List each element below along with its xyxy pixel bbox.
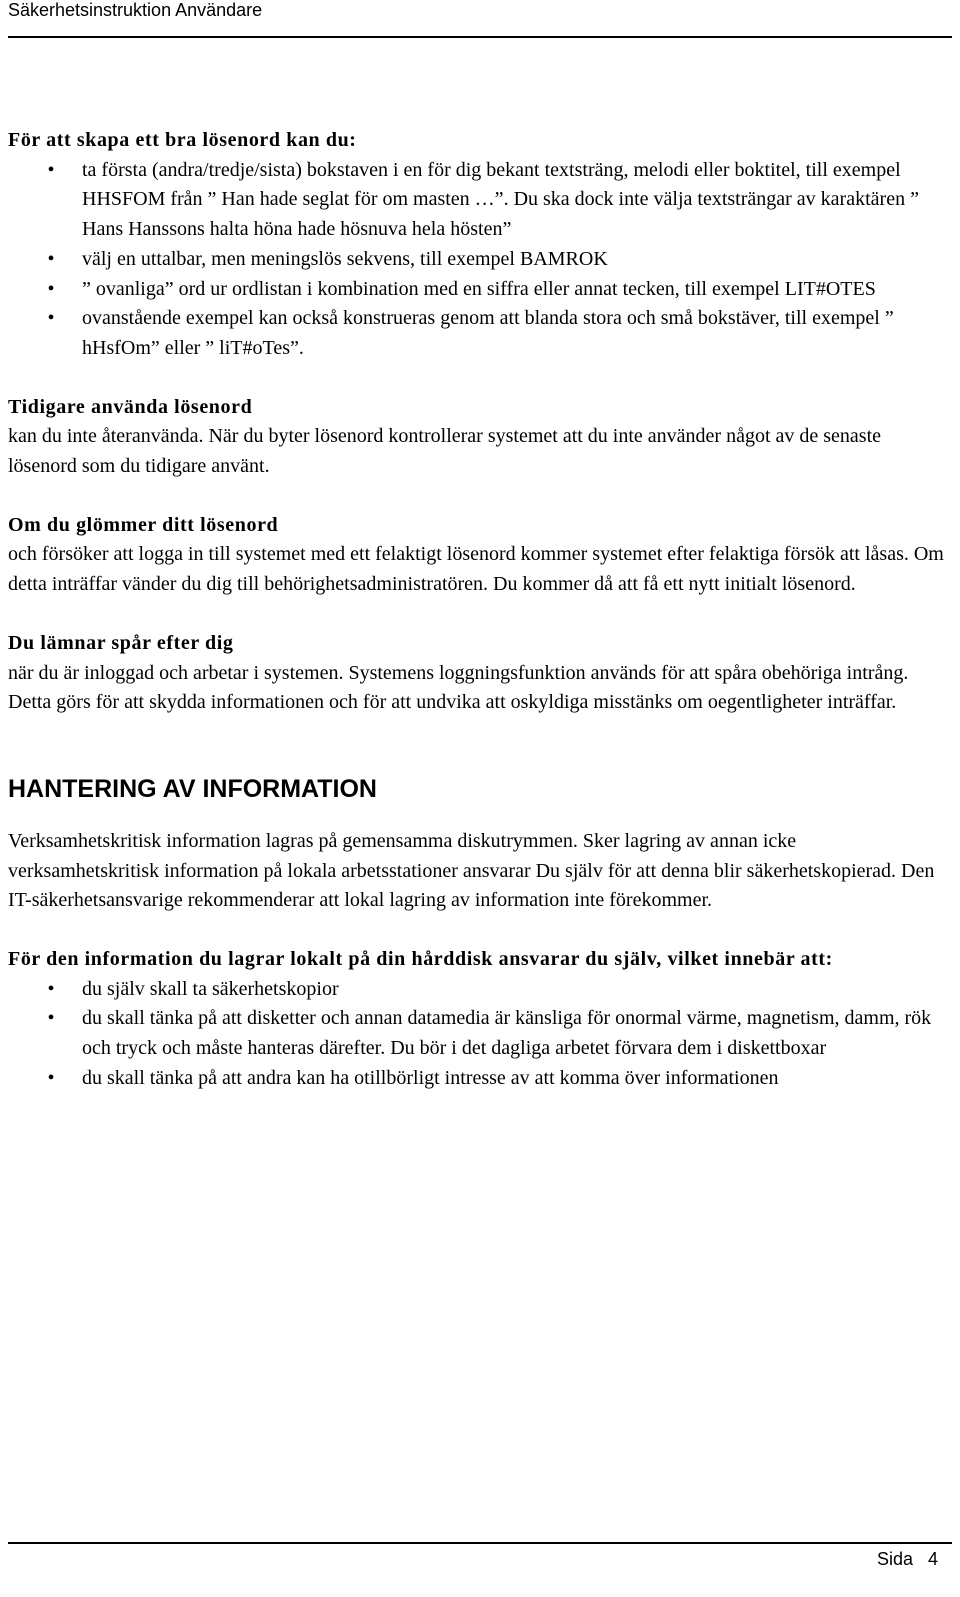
information-handling-text: Verksamhetskritisk information lagras på gemensamma diskutrymmen. Sker lagring av annan icke verksamhetskritisk information på lokala arbetsstationer ansvarar Du själv för att denna blir säkerhetskopierad. Den IT-säkerhetsansvarige rekommenderar att lokal lagring av information inte förekommer. (8, 829, 935, 912)
local-storage-heading: För den information du lagrar lokalt på din hårddisk ansvarar du själv, vilket innebär att: (8, 948, 833, 971)
list-item (8, 245, 952, 275)
list-item-text: ” ovanliga” ord ur ordlistan i kombination med en siffra eller annat tecken, till exempel LIT#OTES (82, 277, 876, 300)
bullet-icon: • (47, 977, 55, 1000)
list-item (8, 304, 952, 363)
forgot-password-heading: Om du glömmer ditt lösenord (8, 513, 279, 536)
list-item-text: du skall tänka på att andra kan ha otillbörligt intresse av att komma över informationen (82, 1066, 779, 1089)
page-content (8, 126, 952, 1094)
list-item-text: välj en uttalbar, men meningslös sekvens, till exempel BAMROK (82, 247, 608, 270)
list-item (8, 1004, 952, 1063)
local-storage-list (8, 975, 952, 1094)
traces-heading: Du lämnar spår efter dig (8, 631, 234, 654)
password-tips-list (8, 156, 952, 364)
list-item-text: du skall tänka på att disketter och annan datamedia är känsliga för onormal värme, magnetism, damm, rök och tryck och måste hanteras därefter. Du bör i det dagliga arbetet förvara dem i diskettboxar (82, 1007, 932, 1060)
list-item (8, 275, 952, 305)
list-item (8, 156, 952, 245)
bullet-icon: • (47, 1066, 55, 1089)
bullet-icon: • (47, 307, 55, 330)
previous-passwords-heading: Tidigare använda lösenord (8, 395, 253, 418)
password-tips-heading: För att skapa ett bra lösenord kan du: (8, 129, 357, 151)
bullet-icon: • (47, 158, 55, 181)
page-footer (8, 1542, 952, 1597)
information-handling-title: HANTERING AV INFORMATION (8, 774, 377, 803)
list-item (8, 1064, 952, 1094)
forgot-password-text: och försöker att logga in till systemet med ett felaktigt lösenord kommer systemet efter felaktiga försök att låsas. Om detta inträffar vänder du dig till behörighetsadministratören. Du kommer då att få ett nytt initialt lösenord. (8, 543, 944, 596)
list-item-text: ta första (andra/tredje/sista) bokstaven i en för dig bekant textsträng, melodi eller boktitel, till exempel HHSFOM från ” Han hade seglat för om masten …”. Du ska dock inte välja textsträngar av karaktären ” Hans Hanssons halta höna hade hösnuva hela hösten” (82, 158, 919, 241)
page-header (8, 0, 952, 38)
bullet-icon: • (47, 247, 55, 270)
page-number: Sida 4 (876, 1549, 938, 1569)
traces-text: när du är inloggad och arbetar i systemen. Systemens loggningsfunktion används för att spåra obehöriga intrång. Detta görs för att skydda informationen och för att undvika att oskyldiga misstänks om oegentligheter inträffar. (8, 661, 909, 714)
document-title: Säkerhetsinstruktion Användare (8, 0, 263, 20)
bullet-icon: • (47, 1007, 55, 1030)
bullet-icon: • (47, 277, 55, 300)
list-item-text: du själv skall ta säkerhetskopior (82, 977, 339, 1000)
previous-passwords-text: kan du inte återanvända. När du byter lösenord kontrollerar systemet att du inte använder något av de senaste lösenord som du tidigare använt. (8, 425, 882, 478)
list-item-text: ovanstående exempel kan också konstrueras genom att blanda stora och små bokstäver, till exempel ” hHsfOm” eller ” liT#oTes”. (82, 307, 894, 359)
list-item (8, 975, 952, 1005)
